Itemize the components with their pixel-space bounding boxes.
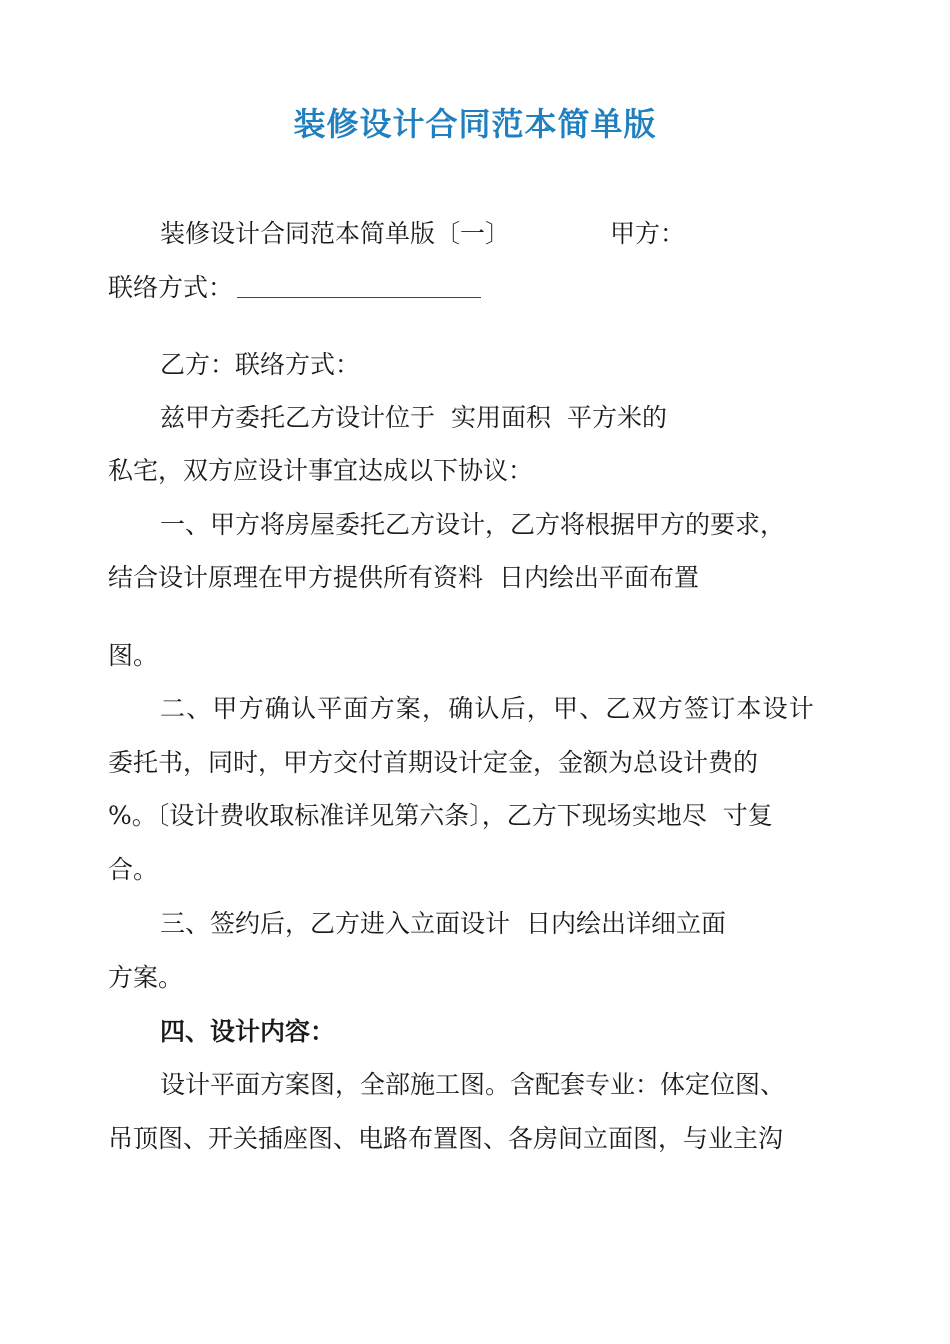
paragraph-line: 乙方：联络方式：	[160, 350, 361, 379]
paragraph-line	[160, 689, 815, 729]
text-segment: 实用面积	[451, 403, 552, 432]
text-segment: %。〔设计费收取标准详见第六条〕，乙方下现场实地尽	[108, 801, 707, 830]
contact-blank	[237, 273, 481, 298]
contract-heading: 装修设计合同范本简单版〔一〕	[160, 219, 511, 248]
paragraph-line	[160, 904, 726, 944]
paragraph-line: 委托书，同时，甲方交付首期设计定金，金额为总设计费的	[108, 748, 759, 777]
text-segment: 兹甲方委托乙方设计位于	[160, 403, 436, 432]
text-segment: 二、甲方确认平面方案，确认后，甲、乙双方签订本设计	[160, 694, 816, 723]
section-heading: 四、设计内容：	[160, 1017, 336, 1046]
paragraph-line: 设计平面方案图，全部施工图。含配套专业：体定位图、	[160, 1070, 786, 1099]
paragraph-line	[160, 214, 685, 254]
text-segment: 日内绘出平面布置	[499, 563, 700, 592]
contact-label: 联络方式：	[108, 273, 234, 302]
text-segment: 日内绘出详细立面	[526, 909, 727, 938]
paragraph-line: 一、甲方将房屋委托乙方设计，乙方将根据甲方的要求，	[160, 510, 786, 539]
text-segment: 寸复	[722, 801, 773, 830]
document-title: 装修设计合同范本简单版	[293, 105, 657, 143]
paragraph-line: 吊顶图、开关插座图、电路布置图、各房间立面图，与业主沟	[108, 1124, 784, 1153]
paragraph-line: 方案。	[108, 963, 184, 992]
paragraph-line	[108, 558, 699, 598]
paragraph-line	[160, 398, 667, 438]
text-segment: 平方米的	[567, 403, 668, 432]
paragraph-line: 图。	[108, 641, 159, 670]
text-segment: 结合设计原理在甲方提供所有资料	[108, 563, 484, 592]
paragraph-line	[108, 796, 773, 836]
paragraph-line: 私宅，双方应设计事宜达成以下协议：	[108, 456, 534, 485]
paragraph-line: 合。	[108, 855, 159, 884]
text-segment: 三、签约后，乙方进入立面设计	[160, 909, 511, 938]
paragraph-line	[108, 268, 481, 308]
party-a-label: 甲方：	[610, 219, 686, 248]
